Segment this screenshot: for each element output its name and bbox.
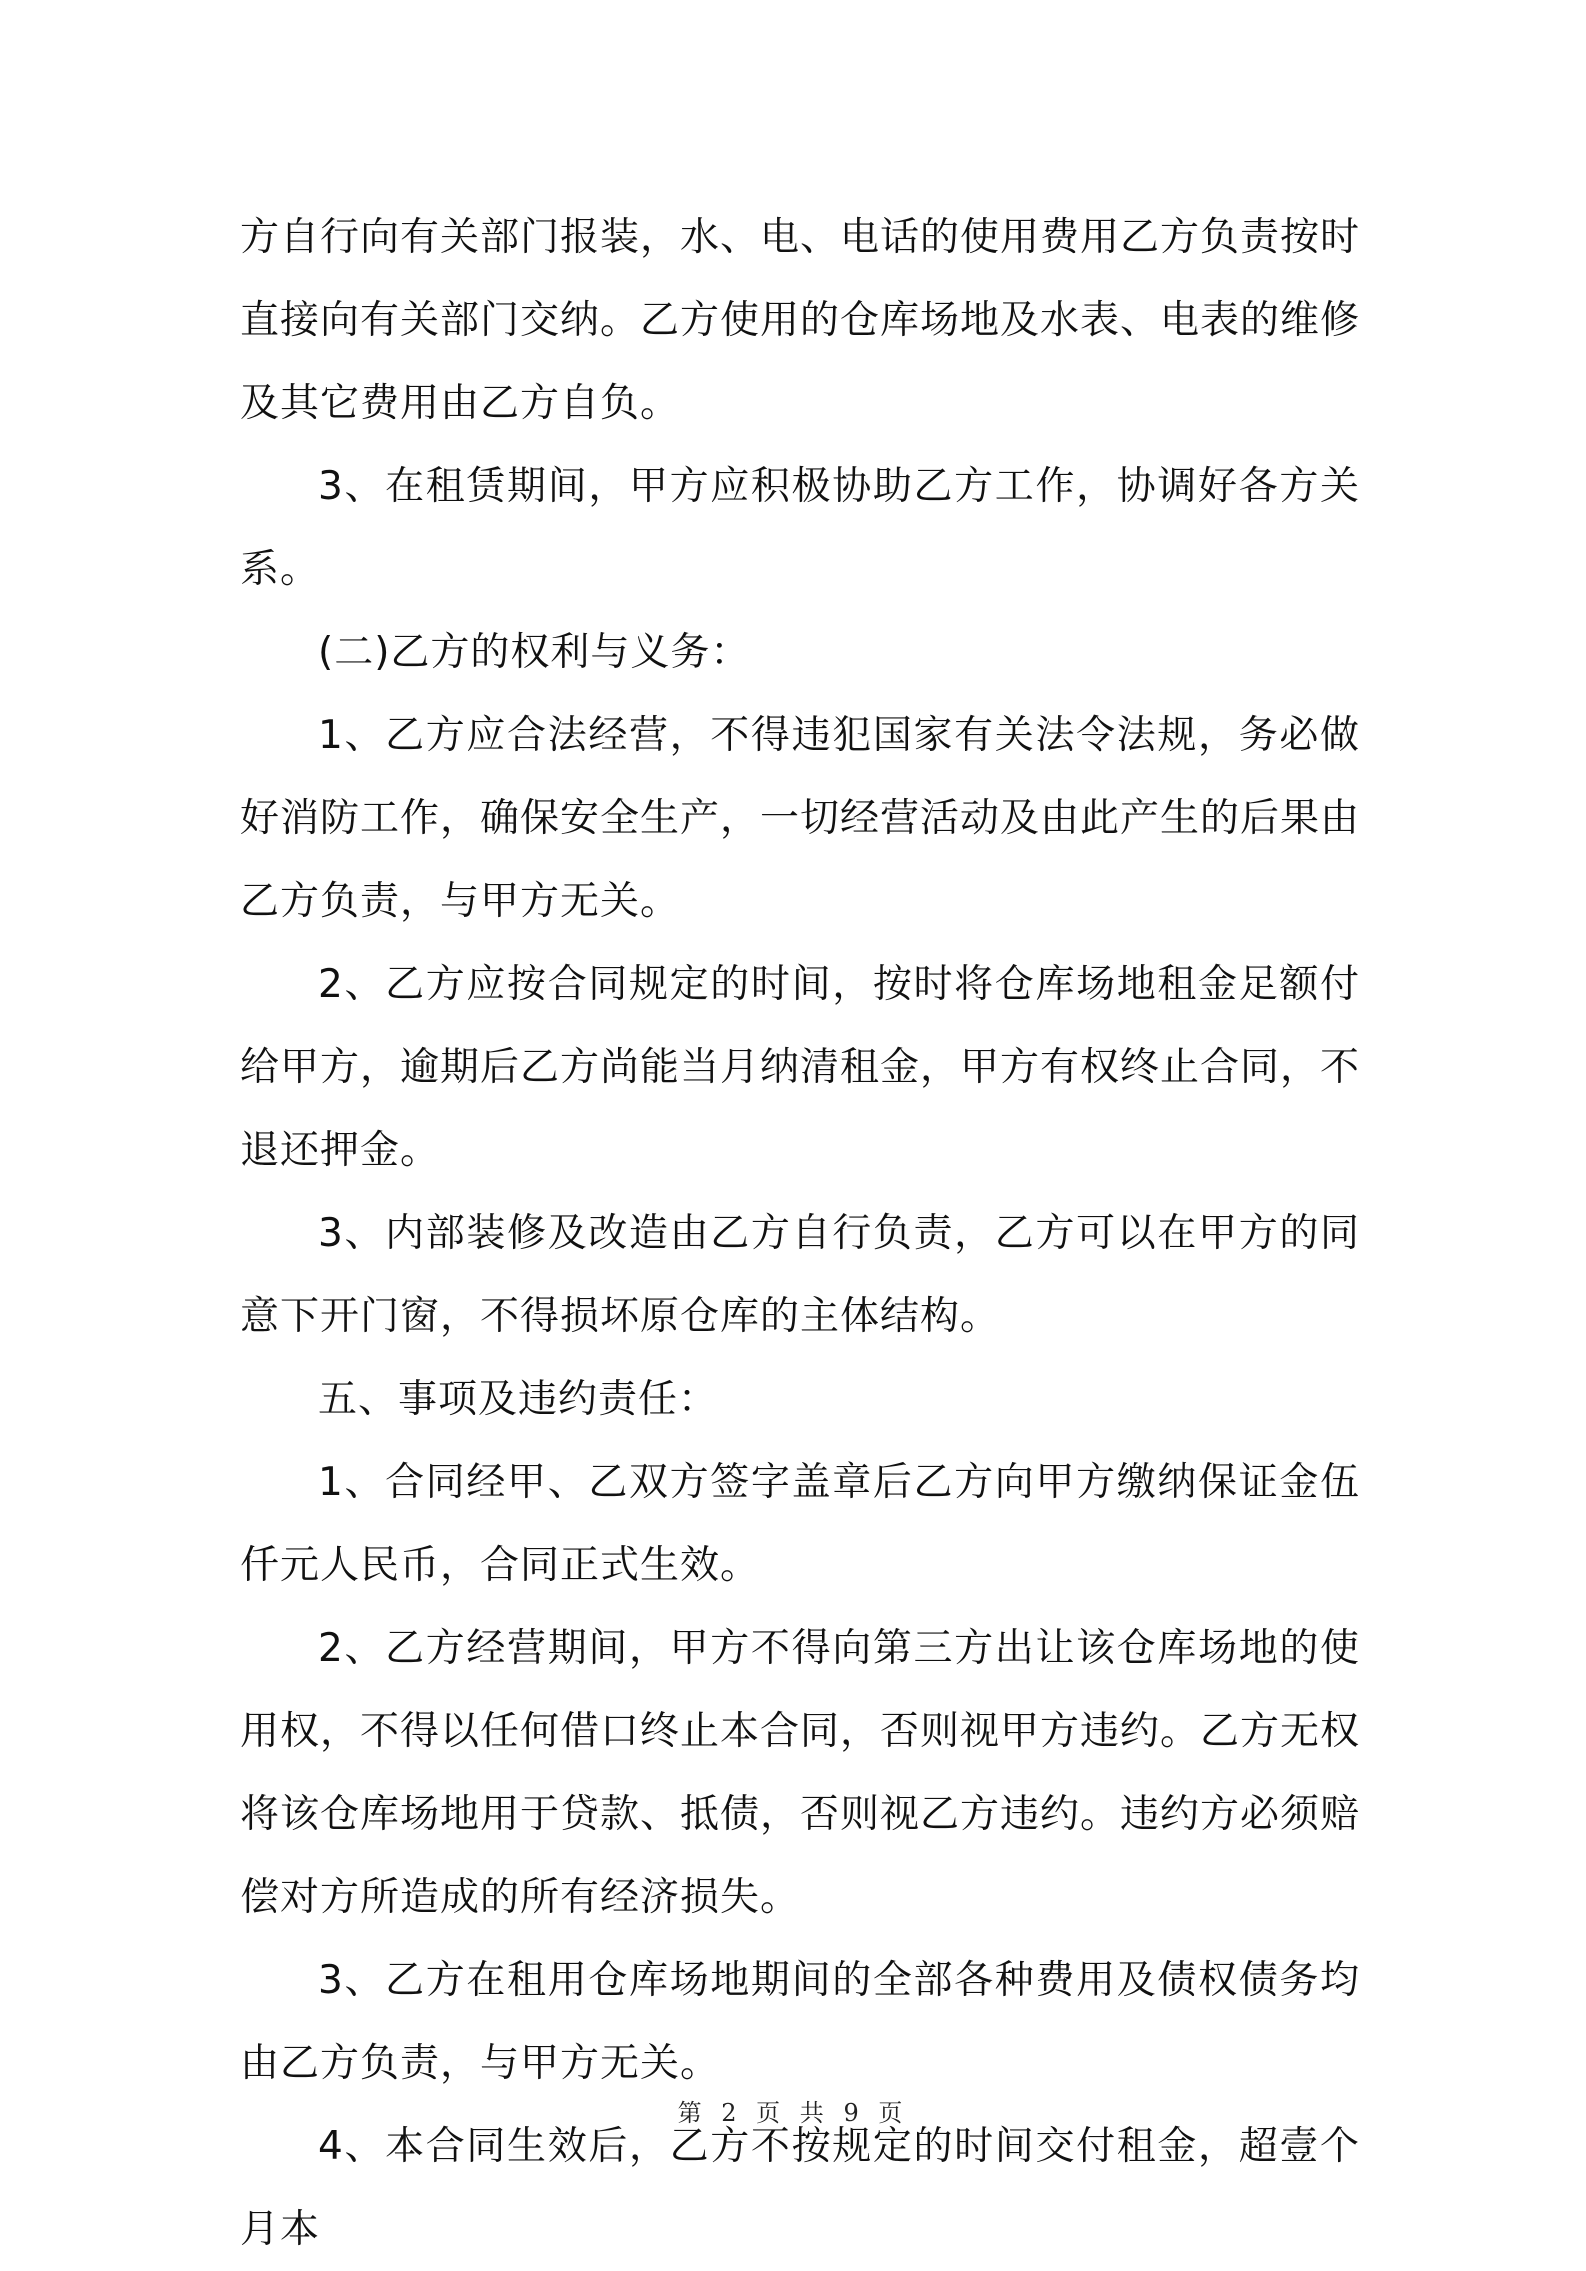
paragraph: 3、内部装修及改造由乙方自行负责，乙方可以在甲方的同意下开门窗，不得损坏原仓库的主体结构。 (240, 1211, 1360, 1339)
paragraph: 1、合同经甲、乙双方签字盖章后乙方向甲方缴纳保证金伍仟元人民币，合同正式生效。 (240, 1460, 1360, 1588)
document-body (240, 196, 1360, 2271)
paragraph: 方自行向有关部门报装，水、电、电话的使用费用乙方负责按时直接向有关部门交纳。乙方使用的仓库场地及水表、电表的维修及其它费用由乙方自负。 (240, 215, 1361, 426)
section-heading: 五、事项及违约责任： (318, 1377, 719, 1422)
paragraph: 1、乙方应合法经营，不得违犯国家有关法令法规，务必做好消防工作，确保安全生产，一切经营活动及由此产生的后果由乙方负责，与甲方无关。 (240, 713, 1361, 924)
paragraph: 2、乙方经营期间，甲方不得向第三方出让该仓库场地的使用权，不得以任何借口终止本合同，否则视甲方违约。乙方无权将该仓库场地用于贷款、抵债，否则视乙方违约。违约方必须赔偿对方所造成的所有经济损失。 (240, 1626, 1361, 1920)
section-heading: (二)乙方的权利与义务： (318, 630, 751, 675)
paragraph: 4、本合同生效后，乙方不按规定的时间交付租金，超壹个月本 (240, 2124, 1360, 2252)
page-number-footer: 第 2 页 共 9 页 (677, 2099, 909, 2127)
paragraph: 3、乙方在租用仓库场地期间的全部各种费用及债权债务均由乙方负责，与甲方无关。 (240, 1958, 1360, 2086)
paragraph: 2、乙方应按合同规定的时间，按时将仓库场地租金足额付给甲方，逾期后乙方尚能当月纳清租金，甲方有权终止合同，不退还押金。 (240, 962, 1361, 1173)
paragraph: 3、在租赁期间，甲方应积极协助乙方工作，协调好各方关系。 (240, 464, 1360, 592)
